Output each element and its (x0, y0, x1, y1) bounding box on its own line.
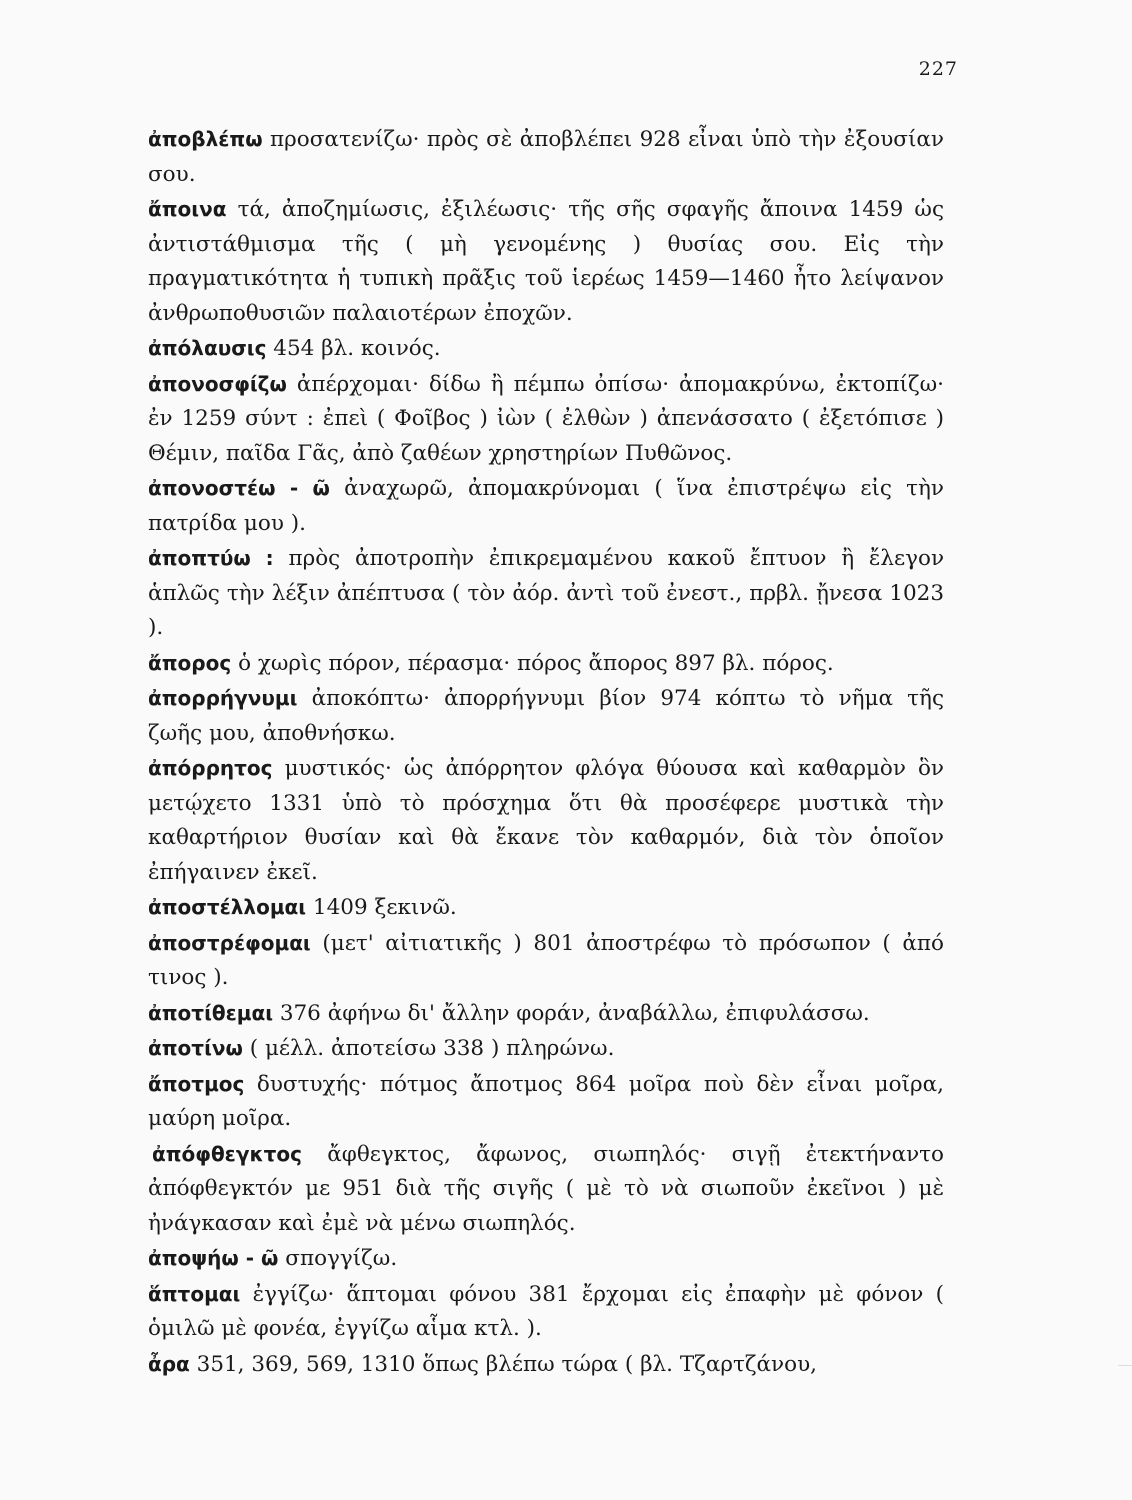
entry-gloss: μυστικός· ὡς ἀπόρρητον φλόγα θύουσα καὶ καθαρμὸν ὃν μετῴχετο 1331 ὑπὸ τὸ πρόσχημα ὅτι θὰ προσέφερε μυστικὰ τὴν καθαρτήριον θυσίαν καὶ θὰ ἔκανε τὸν καθαρμόν, διὰ τὸν ὁποῖον ἐπήγαινεν ἐκεῖ. (148, 756, 944, 885)
entry-gloss: πρὸς ἀποτροπὴν ἐπικρεμαμένου κακοῦ ἔπτυον ἢ ἔλεγον ἁπλῶς τὴν λέξιν ἀπέπτυσα ( τὸν ἀόρ. ἀντὶ τοῦ ἐνεστ., πρβλ. ᾔνεσα 1023 ). (148, 546, 945, 640)
entry-gloss: ὁ χωρὶς πόρον, πέρασμα· πόρος ἄπορος 897 βλ. πόρος. (238, 650, 834, 676)
entry-gloss: 351, 369, 569, 1310 ὅπως βλέπω τώρα ( βλ. Τζαρτζάνου, (196, 1351, 817, 1377)
entry-gloss: προσατενίζω· πρὸς σὲ ἀποβλέπει 928 εἶναι ὑπὸ τὴν ἐξουσίαν σου. (148, 127, 944, 187)
entry (148, 1347, 944, 1383)
entry-lemma: ἄποτμος (148, 1071, 245, 1096)
entry (148, 751, 944, 890)
entry (148, 471, 944, 541)
entry (148, 1031, 944, 1067)
entry-gloss: 376 ἀφήνω δι' ἄλλην φοράν, ἀναβάλλω, ἐπιφυλάσσω. (279, 1000, 870, 1026)
entry-gloss: δυστυχής· πότμος ἄποτμος 864 μοῖρα ποὺ δὲν εἶναι μοῖρα, μαύρη μοῖρα. (148, 1071, 944, 1131)
entry-lemma: ἀποπτύω : (148, 546, 274, 570)
entry (148, 996, 944, 1032)
entry (148, 1137, 944, 1242)
entry-gloss: 1409 ξεκινῶ. (312, 895, 457, 920)
entry (148, 890, 944, 926)
entry-gloss: ἀπέρχομαι· δίδω ἢ πέμπω ὀπίσω· ἀπομακρύνω, ἐκτοπίζω· ἐν 1259 σύντ : ἐπεὶ ( Φοῖβος ) ἰὼν ( ἐλθὼν ) ἀπενάσσατο ( ἐξετόπισε ) Θέμιν, παῖδα Γᾶς, ἀπὸ ζαθέων χρηστηρίων Πυθῶνος. (148, 371, 944, 466)
entry-gloss: ἀποκόπτω· ἀπορρήγνυμι βίον 974 κόπτω τὸ νῆμα τῆς ζωῆς μου, ἀποθνήσκω. (148, 686, 944, 746)
entry-gloss: ἀναχωρῶ, ἀπομακρύνομαι ( ἵνα ἐπιστρέψω εἰς τὴν πατρίδα μου ). (148, 476, 944, 536)
entry-gloss: ἐγγίζω· ἅπτομαι φόνου 381 ἔρχομαι εἰς ἐπαφὴν μὲ φόνον ( ὁμιλῶ μὲ φονέα, ἐγγίζω αἷμα κτλ. ). (148, 1281, 944, 1341)
entry-gloss: τά, ἀποζημίωσις, ἐξιλέωσις· τῆς σῆς σφαγῆς ἄποινα 1459 ὡς ἀντιστάθμισμα τῆς ( μὴ γενομένης ) θυσίας σου. Εἰς τὴν πραγματικότητα ἡ τυπικὴ πρᾶξις τοῦ ἱερέως 1459—1460 ἦτο λείψανον ἀνθρωποθυσιῶν παλαιοτέρων ἐποχῶν. (148, 197, 944, 326)
entry-lemma: ἀποστρέφομαι (148, 930, 311, 955)
entry-gloss: ( μέλλ. ἀποτείσω 338 ) πληρώνω. (249, 1036, 615, 1061)
entry (148, 122, 944, 192)
entry (148, 1277, 944, 1347)
entry-lemma: ἀποτίνω (148, 1036, 243, 1060)
entry (148, 331, 944, 367)
entry (148, 646, 944, 682)
entry (148, 192, 944, 331)
entry-lemma: ἀποβλέπω (148, 127, 263, 151)
entry-lemma: ἄποινα (148, 197, 227, 221)
entry-lemma: ἀποστέλλομαι (148, 895, 307, 919)
entry (148, 367, 944, 472)
entry (148, 926, 944, 996)
entry-gloss: σπογγίζω. (285, 1246, 398, 1271)
entry-lemma: ἆρα (148, 1351, 190, 1376)
page-edge-mark (1118, 1365, 1132, 1380)
entry-lemma: ἅπτομαι (148, 1281, 241, 1306)
page-number: 227 (918, 58, 958, 80)
entry (148, 1067, 944, 1137)
entry (148, 1241, 944, 1277)
entry-lemma: ἀπονοσφίζω (148, 371, 287, 396)
entry-gloss: ἄφθεγκτος, ἄφωνος, σιωπηλός· σιγῇ ἐτεκτήναντο ἀπόφθεγκτόν με 951 διὰ τῆς σιγῆς ( μὲ τὸ νὰ σιωποῦν ἐκεῖνοι ) μὲ ἠνάγκασαν καὶ ἐμὲ νὰ μένω σιωπηλός. (148, 1141, 945, 1236)
entry-lemma: ἀποτίθεμαι (148, 1000, 273, 1025)
entry-lemma: ἀπορρήγνυμι (148, 686, 298, 710)
entry-lemma: ἀπονοστέω - ῶ (148, 476, 330, 500)
entry-lemma: ἀπόφθεγκτος (152, 1141, 303, 1166)
entry (148, 681, 944, 751)
entry-lemma: ἀπόρρητος (148, 756, 273, 780)
entry-gloss: 454 βλ. κοινός. (273, 336, 441, 361)
entry-gloss: (μετ' αἰτιατικῆς ) 801 ἀποστρέφω τὸ πρόσωπον ( ἀπό τινος ). (148, 930, 945, 990)
entry-lemma: ἄπορος (148, 650, 232, 675)
entry-lemma: ἀποψήω - ῶ (148, 1246, 279, 1270)
glossary-text (148, 122, 944, 1382)
entry-lemma: ἀπόλαυσις (148, 336, 267, 360)
entry (148, 541, 944, 646)
